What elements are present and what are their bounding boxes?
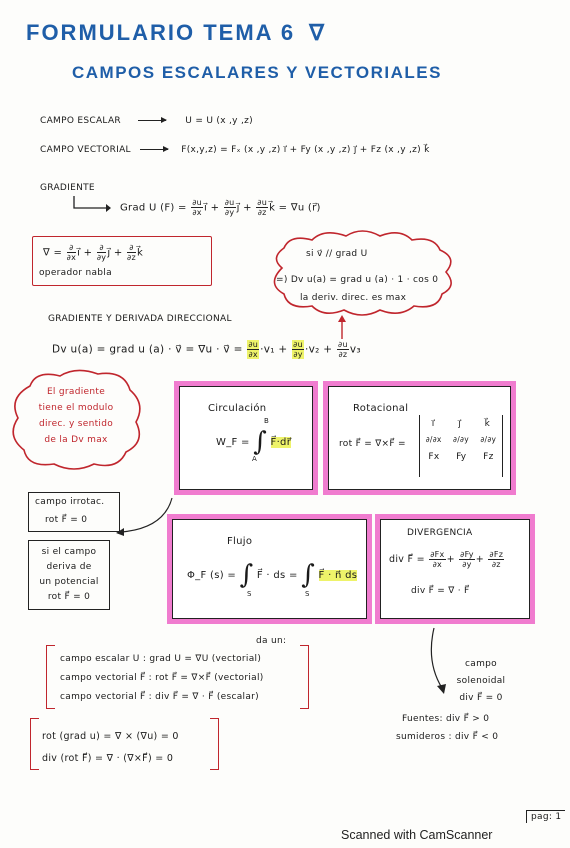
irrotacional-box xyxy=(28,492,120,532)
integral-sign: ∫ xyxy=(301,560,316,590)
integral-lower-limit: A xyxy=(252,455,258,463)
identities xyxy=(42,726,179,770)
summary-header: da un: xyxy=(256,636,287,646)
title-line1: FORMULARIO TEMA 6 xyxy=(26,20,296,45)
rotacional-determinant xyxy=(419,415,503,477)
circulacion-title: Circulación xyxy=(208,403,267,414)
flujo-title: Flujo xyxy=(227,536,253,547)
det-row2: ∂/∂x ∂/∂y ∂/∂y xyxy=(425,435,497,444)
rotacional-lhs: rot F⃗ = ∇×F⃗ = xyxy=(339,439,406,449)
up-arrow-icon xyxy=(336,315,348,339)
sumideros-line: sumideros : div F⃗ < 0 xyxy=(396,732,499,742)
irrotac-line2: rot F⃗ = 0 xyxy=(45,515,88,525)
nabla-caption: operador nabla xyxy=(39,268,112,278)
divergencia-box xyxy=(375,514,535,624)
gradiente-rhs: = ∇u (r⃗) xyxy=(278,202,321,214)
summary-row: campo vectorial F⃗ : rot F⃗ = ∇×F⃗ (vectorial) xyxy=(60,673,264,683)
page-subtitle: CAMPOS ESCALARES Y VECTORIALES xyxy=(72,63,442,82)
identities-bracket-right xyxy=(210,718,219,770)
divergencia-formula: div F⃗ = $\frac{\partial Fx}{\partial x}$ + $\frac{\partial Fy}{\partial y}$ + $\frac{\partial Fz}{\partial z}$ xyxy=(389,550,504,569)
curved-arrow-icon xyxy=(426,626,450,696)
surface-sub-1: S xyxy=(247,590,252,598)
page-title xyxy=(26,20,326,46)
page-number: pag: 1 xyxy=(526,810,565,823)
summary-row: campo vectorial F⃗ : div F⃗ = ∇ · F⃗ (escalar) xyxy=(60,692,259,702)
arrow-icon xyxy=(138,120,166,121)
potencial-box: si el campo deriva de un potencial rot F⃗ = 0 xyxy=(28,540,110,610)
gradiente-lhs: Grad U (F) = xyxy=(120,202,187,214)
irrotac-line1: campo irrotac. xyxy=(35,497,105,507)
gradiente-heading: GRADIENTE xyxy=(40,183,95,193)
divergencia-line2: div F⃗ = ∇ · F⃗ xyxy=(411,586,470,596)
gradiente-formula: Grad U (F) = $\frac{\partial u}{\partial x}$ i⃗ + $\frac{\partial u}{\partial y}$ j⃗ + $\frac{\partial u}{\partial z}$ k⃗ = ∇u (r⃗) xyxy=(120,198,321,217)
cloud-line1: si v⃗ // grad U xyxy=(306,249,368,259)
campo-escalar-formula: U = U (x ,y ,z) xyxy=(185,116,253,126)
hook-arrow-icon xyxy=(72,194,112,214)
campo-escalar-def xyxy=(40,116,253,126)
arrow-icon xyxy=(140,149,168,150)
cloud-line2: =) Dv u(a) = grad u (a) · 1 · cos 0 xyxy=(276,275,439,285)
campo-vectorial-def xyxy=(40,145,430,155)
det-row1: i⃗ j⃗ k⃗ xyxy=(431,419,491,429)
identities-bracket-left xyxy=(30,718,39,770)
nabla-symbol: ∇ xyxy=(309,20,326,45)
nabla-operator-box xyxy=(32,236,212,286)
cloud-shape xyxy=(262,228,462,318)
identity-row: rot (grad u) = ∇ × (∇u) = 0 xyxy=(42,731,179,742)
integral-sign: ∫ xyxy=(239,560,254,590)
nabla-formula: ∇ = $\frac{\partial}{\partial x}$ i⃗ + $\frac{\partial}{\partial y}$ j⃗ + $\frac{\partial}{\partial z}$ k⃗ xyxy=(43,243,144,262)
integral-sign: ∫ xyxy=(253,427,268,457)
integral-upper-limit: B xyxy=(264,417,270,425)
fuentes-line: Fuentes: div F⃗ > 0 xyxy=(402,714,490,724)
circulacion-formula: W_F = ∫ F⃗·dr⃗ xyxy=(216,427,292,457)
rotacional-title: Rotacional xyxy=(353,403,409,414)
campo-escalar-label: CAMPO ESCALAR xyxy=(40,116,121,126)
cloud-line3: la deriv. direc. es max xyxy=(300,293,407,303)
summary-list xyxy=(60,650,264,707)
surface-sub-2: S xyxy=(305,590,310,598)
det-row3: Fx Fy Fz xyxy=(428,452,494,462)
summary-row: campo escalar U : grad U = ∇U (vectorial) xyxy=(60,654,262,664)
scanner-watermark: Scanned with CamScanner xyxy=(341,828,493,842)
solenoidal-note: campo solenoidal div F⃗ = 0 xyxy=(456,659,506,703)
campo-vectorial-formula: F(x,y,z) = Fₓ (x ,y ,z) i⃗ + Fy (x ,y ,z) j⃗ + Fz (x ,y ,z) k⃗ xyxy=(181,145,430,155)
summary-bracket-left xyxy=(46,645,55,709)
derivada-heading: GRADIENTE Y DERIVADA DIRECCIONAL xyxy=(48,314,232,324)
campo-vectorial-label: CAMPO VECTORIAL xyxy=(40,145,131,155)
circulacion-box xyxy=(174,381,318,495)
flujo-box xyxy=(167,514,372,624)
derivada-formula: Dv u(a) = grad u (a) · v⃗ = ∇u · v⃗ = $\frac{\partial u}{\partial x}$ ·v₁ + $\frac{\partial u}{\partial y}$ ·v₂ + $\frac{\partial u}{\partial z}$ v₃ xyxy=(52,340,361,359)
red-note: El gradiente tiene el modulo direc. y sentido de la Dv max xyxy=(38,387,114,445)
summary-bracket-right xyxy=(300,645,309,709)
divergencia-title: DIVERGENCIA xyxy=(407,528,473,538)
flujo-formula: Φ_F (s) = ∫ F⃗ · ds = ∫ F⃗ · n⃗ ds xyxy=(187,560,358,590)
identity-row: div (rot F⃗) = ∇ · (∇×F⃗) = 0 xyxy=(42,753,174,764)
rotacional-box xyxy=(323,381,516,495)
